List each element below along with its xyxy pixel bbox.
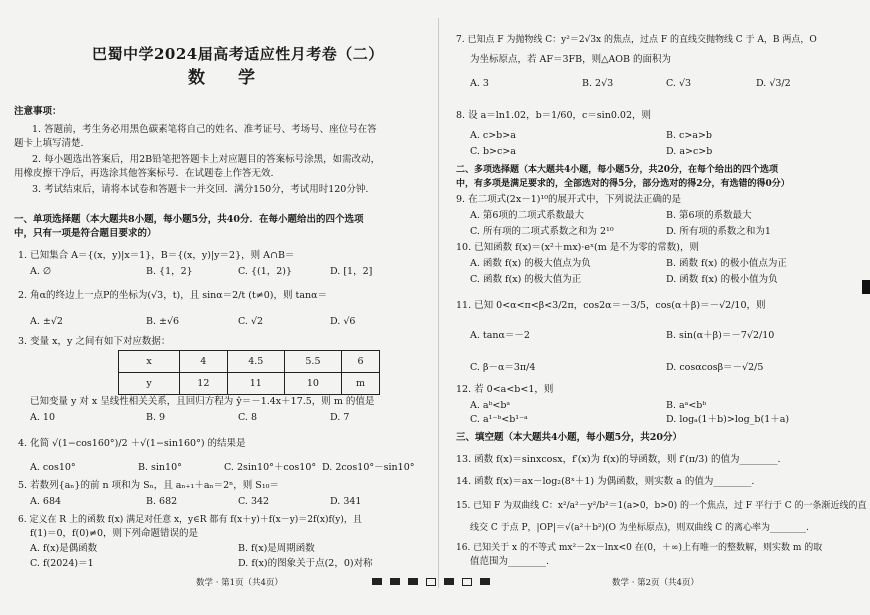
table-cell: 12 bbox=[180, 373, 228, 395]
question-stem: 已知变量 y 对 x 呈线性相关关系，且回归方程为 ŷ＝－1.4x＋17.5，则 m 的值是 bbox=[30, 396, 375, 407]
question-stem: 11. 已知 0<α<π<β<3/2π，cos2α＝－3/5，cos(α＋β)＝－√2/10，则 bbox=[456, 300, 766, 311]
notice-line: 题卡上填写清楚. bbox=[14, 138, 84, 149]
option: A. aᵇ<bᵃ bbox=[470, 400, 511, 411]
question-stem: 12. 若 0<a<b<1，则 bbox=[456, 384, 554, 395]
question-stem: 14. 函数 f(x)＝ax－log₂(8ˣ＋1) 为偶函数，则实数 a 的值为________. bbox=[456, 476, 755, 487]
question-stem: 4. 化简 √(1−cos160°)/2 ＋√(1−sin160°) 的结果是 bbox=[18, 438, 246, 449]
option: D. [1，2] bbox=[330, 266, 373, 277]
question-stem: 15. 已知 F 为双曲线 C：x²/a²－y²/b²＝1(a>0，b>0) 的一个焦点，过 F 平行于 C 的一条渐近线的直 bbox=[456, 501, 867, 511]
question-stem: 值范围为________. bbox=[470, 556, 550, 567]
option: D. √6 bbox=[330, 316, 356, 327]
question-stem: 13. 函数 f(x)＝sinxcosx，f′(x)为 f(x)的导函数，则 f′(π/3) 的值为________. bbox=[456, 454, 781, 465]
option: D. logₐ(1＋b)>log_b(1＋a) bbox=[666, 414, 790, 425]
option: C. √2 bbox=[238, 316, 264, 327]
option: D. a>c>b bbox=[666, 146, 713, 157]
option: B. aᵃ<bᵇ bbox=[666, 400, 707, 411]
question-stem: 5. 若数列{aₙ}的前 n 项和为 Sₙ，且 aₙ₊₁＋aₙ＝2ⁿ，则 S₁₀＝ bbox=[18, 480, 279, 491]
notice-line: 1. 答题前，考生务必用黑色碳素笔将自己的姓名、准考证号、考场号、座位号在答 bbox=[32, 124, 377, 135]
option: A. 684 bbox=[30, 496, 62, 507]
option: C. {(1，2)} bbox=[238, 266, 293, 277]
table-row bbox=[119, 351, 380, 373]
option: D. √3/2 bbox=[756, 78, 791, 89]
section-heading: 一、单项选择题（本大题共8小题，每小题5分，共40分．在每小题给出的四个选项 bbox=[14, 214, 364, 225]
scan-mark bbox=[390, 578, 400, 585]
option: A. tanα＝－2 bbox=[470, 330, 530, 341]
section-heading: 中，只有一项是符合题目要求的） bbox=[14, 228, 157, 239]
table-cell: m bbox=[342, 373, 380, 395]
option: A. 函数 f(x) 的极大值点为负 bbox=[470, 258, 591, 269]
option: C. 8 bbox=[238, 412, 258, 423]
option: A. ∅ bbox=[30, 266, 52, 277]
option: C. f(2024)＝1 bbox=[30, 558, 94, 569]
question-stem: 6. 定义在 R 上的函数 f(x) 满足对任意 x，y∈R 都有 f(x＋y)＋f(x－y)＝2f(x)f(y)，且 bbox=[18, 515, 362, 525]
table-cell: x bbox=[119, 351, 180, 373]
question-stem: 8. 设 a＝ln1.02，b＝1/60，c＝sin0.02，则 bbox=[456, 110, 651, 121]
page-divider bbox=[438, 18, 439, 588]
question-stem: 9. 在二项式(2x－1)¹⁰的展开式中，下列说法正确的是 bbox=[456, 194, 682, 205]
page-footer: 数学 · 第2页（共4页） bbox=[612, 578, 699, 588]
question-stem: 7. 已知点 F 为抛物线 C：y²＝2√3x 的焦点，过点 F 的直线交抛物线 C 于 A，B 两点，O bbox=[456, 35, 817, 45]
option: C. 所有项的二项式系数之和为 2¹⁰ bbox=[470, 226, 614, 237]
question-stem: 16. 已知关于 x 的不等式 mx²－2x－lnx<0 在(0，＋∞)上有唯一的整数解，则实数 m 的取 bbox=[456, 543, 823, 553]
exam-page-2 bbox=[446, 0, 870, 615]
option: B. 682 bbox=[146, 496, 178, 507]
notice-line: 用橡皮擦干净后，再选涂其他答案标号．在试题卷上作答无效. bbox=[14, 168, 274, 179]
option: A. 第6项的二项式系数最大 bbox=[470, 210, 584, 221]
option: B. {1，2} bbox=[146, 266, 193, 277]
option: C. a¹⁻ᵇ<b¹⁻ᵃ bbox=[470, 414, 528, 425]
question-stem: 为坐标原点，若 AF＝3FB，则△AOB 的面积为 bbox=[470, 54, 672, 65]
page-footer: 数学 · 第1页（共4页） bbox=[196, 578, 283, 588]
option: C. 2sin10°＋cos10° bbox=[224, 462, 317, 473]
section-heading: 中，有多项是满足要求的，全部选对的得5分，部分选对的得2分，有选错的得0分） bbox=[456, 179, 790, 189]
exam-page-1 bbox=[0, 0, 432, 615]
option: B. 2√3 bbox=[582, 78, 614, 89]
option: B. 函数 f(x) 的极小值点为正 bbox=[666, 258, 787, 269]
option: A. 10 bbox=[30, 412, 55, 423]
table-cell: 5.5 bbox=[284, 351, 341, 373]
scan-mark bbox=[408, 578, 418, 585]
option: D. 函数 f(x) 的极小值为负 bbox=[666, 274, 778, 285]
option: D. f(x)的图象关于点(2，0)对称 bbox=[238, 558, 373, 569]
option: A. 3 bbox=[470, 78, 489, 89]
option: B. sin(α＋β)＝－7√2/10 bbox=[666, 330, 775, 341]
table-row bbox=[119, 373, 380, 395]
option: C. 函数 f(x) 的极大值为正 bbox=[470, 274, 582, 285]
option: C. β－α＝3π/4 bbox=[470, 362, 536, 373]
table-cell: 4.5 bbox=[227, 351, 284, 373]
exam-subject: 数 学 bbox=[188, 68, 263, 88]
section-heading: 三、填空题（本大题共4小题，每小题5分，共20分） bbox=[456, 432, 682, 443]
option: A. ±√2 bbox=[30, 316, 63, 327]
notice-heading: 注意事项： bbox=[14, 106, 62, 117]
option: D. 2cos10°－sin10° bbox=[322, 462, 415, 473]
option: D. cosαcosβ＝－√2/5 bbox=[666, 362, 764, 373]
question-stem: 1. 已知集合 A＝{(x，y)|x＝1}，B＝{(x，y)|y＝2}，则 A∩B＝ bbox=[18, 250, 295, 261]
table-cell: 11 bbox=[227, 373, 284, 395]
option: B. 第6项的系数最大 bbox=[666, 210, 752, 221]
option: B. c>a>b bbox=[666, 130, 713, 141]
question-stem: 2. 角α的终边上一点P的坐标为(√3，t)，且 sinα＝2/t (t≠0)，则 tanα＝ bbox=[18, 290, 328, 301]
question-stem: 10. 已知函数 f(x)＝(x²＋mx)·eˣ(m 是不为零的常数)，则 bbox=[456, 242, 699, 253]
notice-line: 2. 每小题选出答案后，用2B铅笔把答题卡上对应题目的答案标号涂黑，如需改动， bbox=[32, 154, 381, 165]
option: D. 所有项的系数之和为1 bbox=[666, 226, 771, 237]
option: C. √3 bbox=[666, 78, 692, 89]
option: B. ±√6 bbox=[146, 316, 180, 327]
option: D. 341 bbox=[330, 496, 362, 507]
option: B. 9 bbox=[146, 412, 166, 423]
question-stem: f(1)＝0，f(0)≠0，则下列命题错误的是 bbox=[30, 528, 198, 539]
option: C. 342 bbox=[238, 496, 270, 507]
exam-title: 巴蜀中学2024届高考适应性月考卷（二） bbox=[92, 45, 384, 63]
option: D. 7 bbox=[330, 412, 350, 423]
question-stem: 3. 变量 x，y 之间有如下对应数据： bbox=[18, 336, 171, 347]
section-heading: 二、多项选择题（本大题共4小题，每小题5分，共20分，在每个给出的四个选项 bbox=[456, 165, 779, 175]
option: C. b>c>a bbox=[470, 146, 516, 157]
notice-line: 3. 考试结束后，请将本试卷和答题卡一并交回．满分150分，考试用时120分钟. bbox=[32, 184, 369, 195]
table-cell: y bbox=[119, 373, 180, 395]
table-cell: 4 bbox=[180, 351, 228, 373]
option: B. sin10° bbox=[138, 462, 182, 473]
table-cell: 6 bbox=[342, 351, 380, 373]
question-stem: 线交 C 于点 P，|OP|＝√(a²＋b²)(O 为坐标原点)，则双曲线 C 的离心率为________. bbox=[470, 523, 809, 533]
option: A. f(x)是偶函数 bbox=[30, 543, 98, 554]
scan-mark bbox=[372, 578, 382, 585]
option: A. cos10° bbox=[30, 462, 76, 473]
scan-mark bbox=[426, 578, 436, 586]
table-cell: 10 bbox=[284, 373, 341, 395]
option: B. f(x)是周期函数 bbox=[238, 543, 315, 554]
data-table bbox=[118, 350, 380, 395]
option: A. c>b>a bbox=[470, 130, 516, 141]
